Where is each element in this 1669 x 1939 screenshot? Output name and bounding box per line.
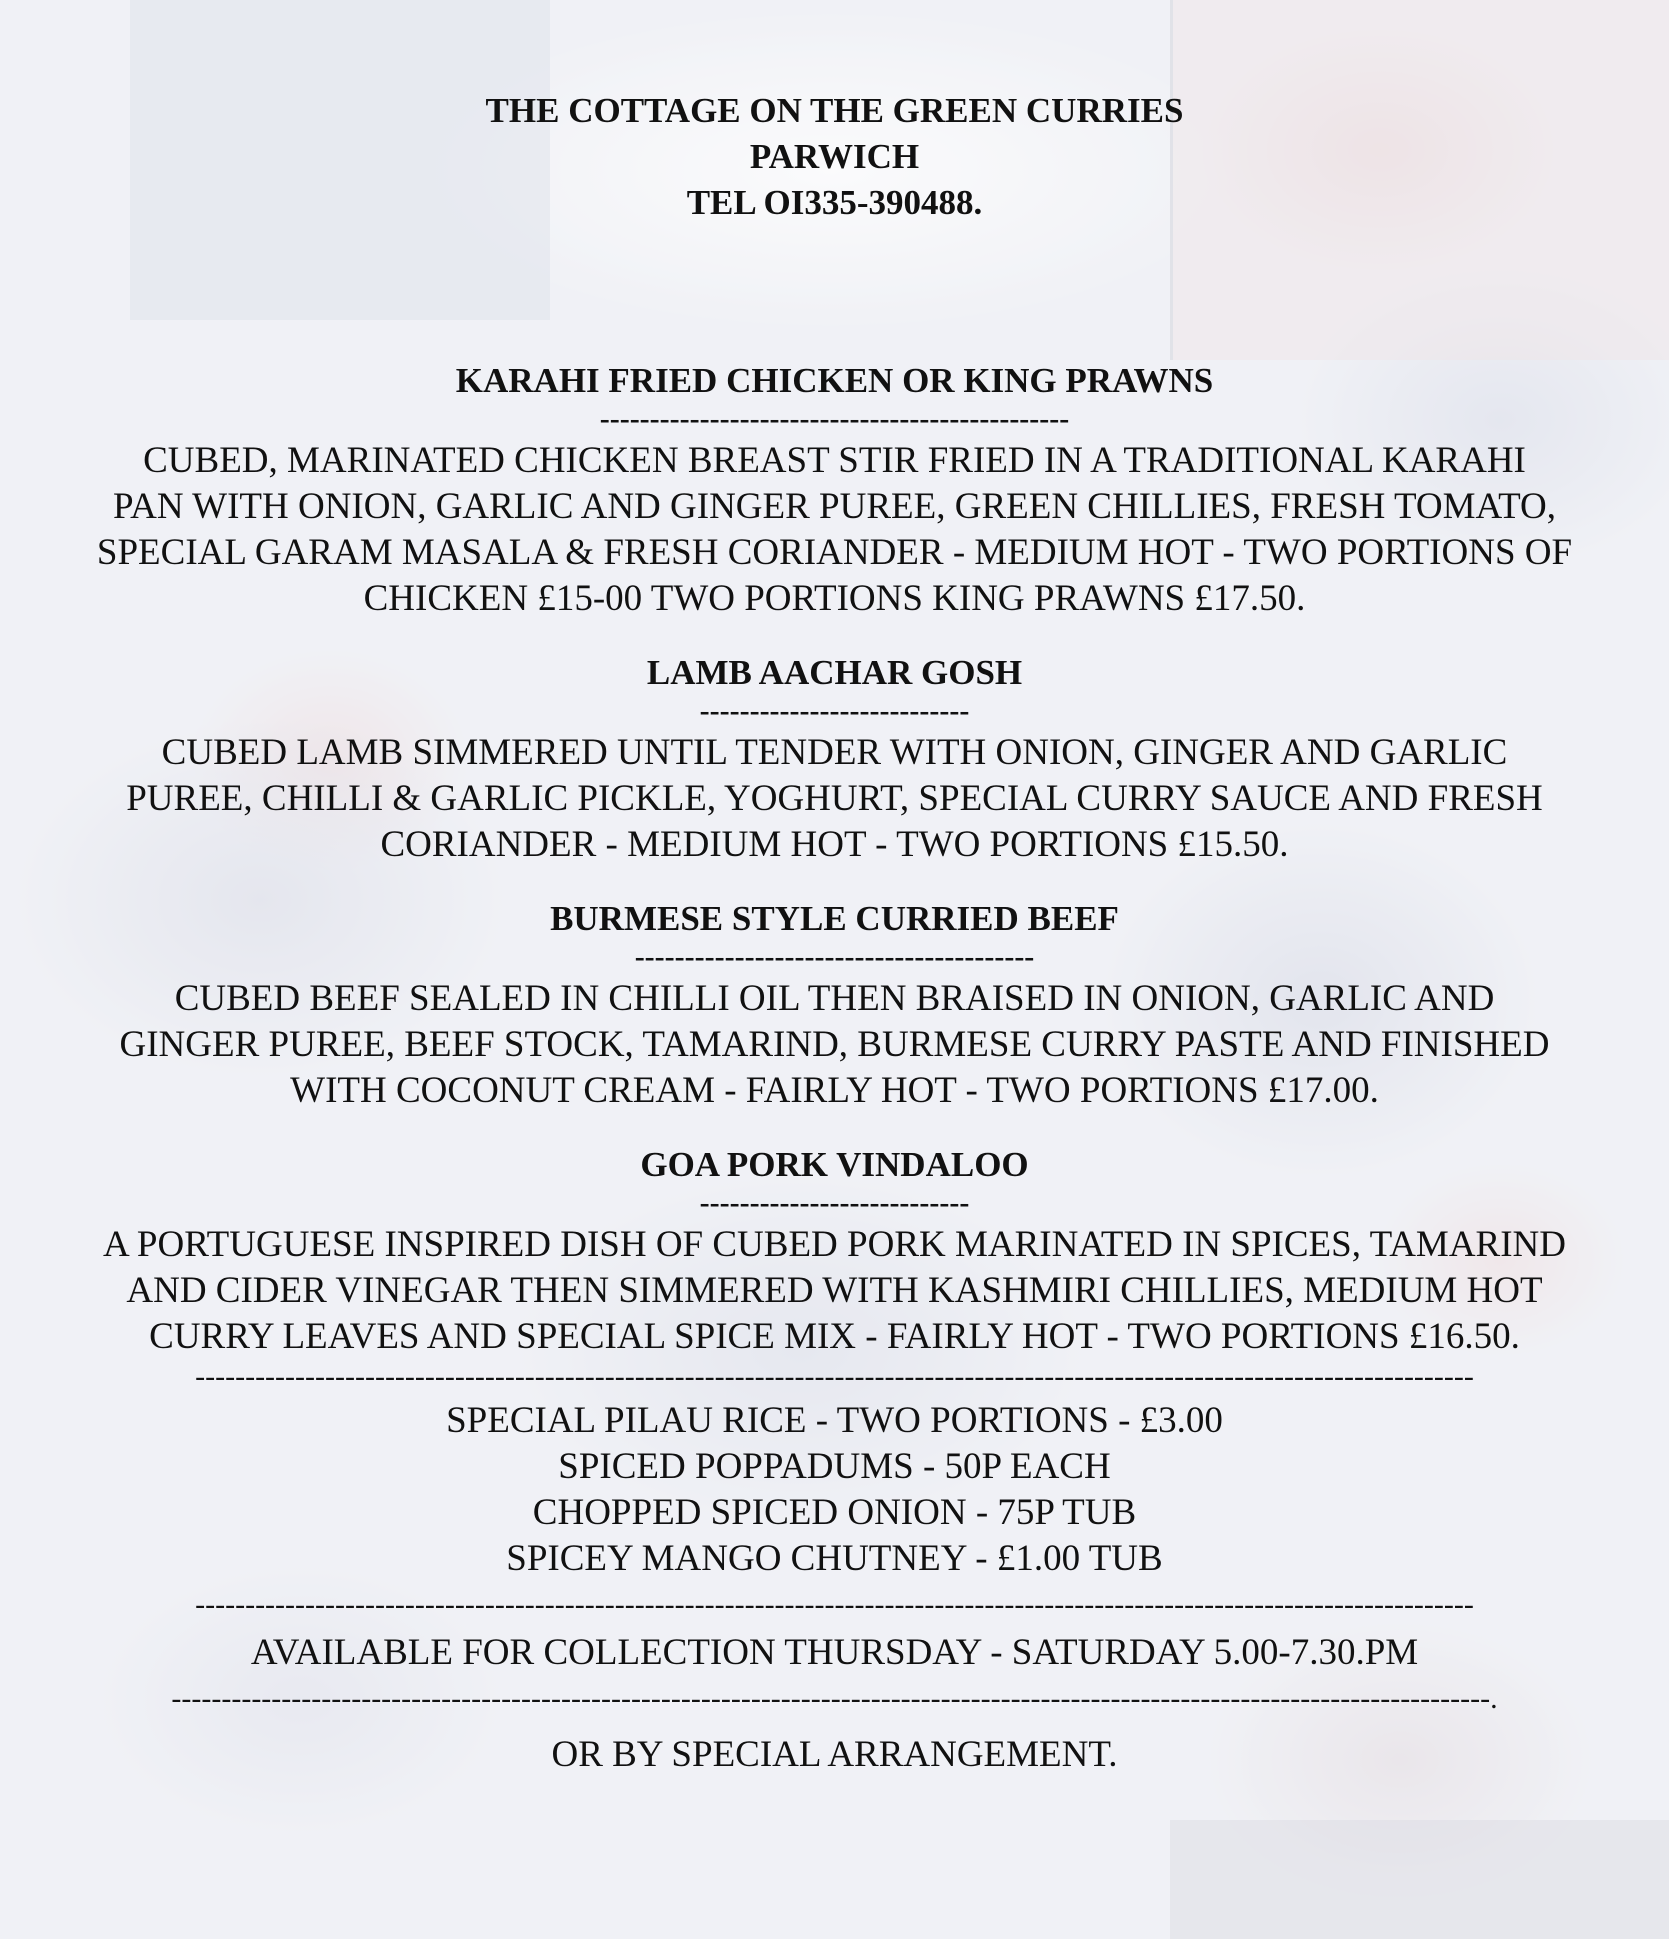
description-line: AND CIDER VINEGAR THEN SIMMERED WITH KASHMIRI CHILLIES, MEDIUM HOT [126,1270,1543,1311]
dish-title: GOA PORK VINDALOO [640,1145,1029,1184]
divider-sides-top: -------------------------------------------------------------------------------------------------------------------------------- [195,1362,1474,1392]
dish-pork [0,1142,1669,1360]
divider-sides-bottom: -------------------------------------------------------------------------------------------------------------------------------- [195,1590,1474,1620]
side-item: CHOPPED SPICED ONION - 75P TUB [532,1492,1137,1533]
title-underline: --------------------------- [699,696,970,726]
title-underline: ---------------------------------------- [634,942,1035,972]
description-line: CUBED BEEF SEALED IN CHILLI OIL THEN BRAISED IN ONION, GARLIC AND [174,978,1495,1019]
description-line: CHICKEN £15-00 TWO PORTIONS KING PRAWNS £17.50. [363,578,1306,619]
dish-lamb [0,650,1669,868]
dish-karahi [0,358,1669,622]
title-underline: ----------------------------------------------- [599,404,1070,434]
dish-description [0,976,1669,1114]
side-item: SPECIAL PILAU RICE - TWO PORTIONS - £3.00 [446,1400,1223,1441]
side-orders [0,1398,1669,1582]
availability-text: AVAILABLE FOR COLLECTION THURSDAY - SATURDAY 5.00-7.30.PM [250,1632,1419,1673]
dish-title: BURMESE STYLE CURRIED BEEF [550,899,1119,938]
description-line: CURRY LEAVES AND SPECIAL SPICE MIX - FAIRLY HOT - TWO PORTIONS £16.50. [149,1316,1520,1357]
description-line: CORIANDER - MEDIUM HOT - TWO PORTIONS £15.50. [380,824,1289,865]
side-item: SPICED POPPADUMS - 50P EACH [558,1446,1111,1487]
dish-title: LAMB AACHAR GOSH [646,653,1023,692]
village-name: PARWICH [749,137,920,176]
dish-title: KARAHI FRIED CHICKEN OR KING PRAWNS [455,361,1214,400]
restaurant-name: THE COTTAGE ON THE GREEN CURRIES [485,91,1184,130]
title-underline: --------------------------- [699,1188,970,1218]
dish-description [0,438,1669,622]
description-line: PUREE, CHILLI & GARLIC PICKLE, YOGHURT, SPECIAL CURRY SAUCE AND FRESH [126,778,1543,819]
divider-info-bottom: ------------------------------------------------------------------------------------------------------------------------------------. [171,1684,1498,1714]
dish-description [0,730,1669,868]
description-line: A PORTUGUESE INSPIRED DISH OF CUBED PORK MARINATED IN SPICES, TAMARIND [103,1224,1566,1265]
description-line: WITH COCONUT CREAM - FAIRLY HOT - TWO PORTIONS £17.00. [290,1070,1379,1111]
side-item: SPICEY MANGO CHUTNEY - £1.00 TUB [506,1538,1163,1579]
description-line: SPECIAL GARAM MASALA & FRESH CORIANDER - MEDIUM HOT - TWO PORTIONS OF [96,532,1573,573]
dish-beef [0,896,1669,1114]
arrangement-text: OR BY SPECIAL ARRANGEMENT. [551,1734,1118,1775]
dish-description [0,1222,1669,1360]
menu-header [0,0,1669,226]
description-line: PAN WITH ONION, GARLIC AND GINGER PUREE, GREEN CHILLIES, FRESH TOMATO, [112,486,1557,527]
telephone: TEL OI335-390488. [686,183,983,222]
description-line: GINGER PUREE, BEEF STOCK, TAMARIND, BURMESE CURRY PASTE AND FINISHED [119,1024,1550,1065]
description-line: CUBED, MARINATED CHICKEN BREAST STIR FRIED IN A TRADITIONAL KARAHI [143,440,1526,481]
description-line: CUBED LAMB SIMMERED UNTIL TENDER WITH ONION, GINGER AND GARLIC [161,732,1508,773]
